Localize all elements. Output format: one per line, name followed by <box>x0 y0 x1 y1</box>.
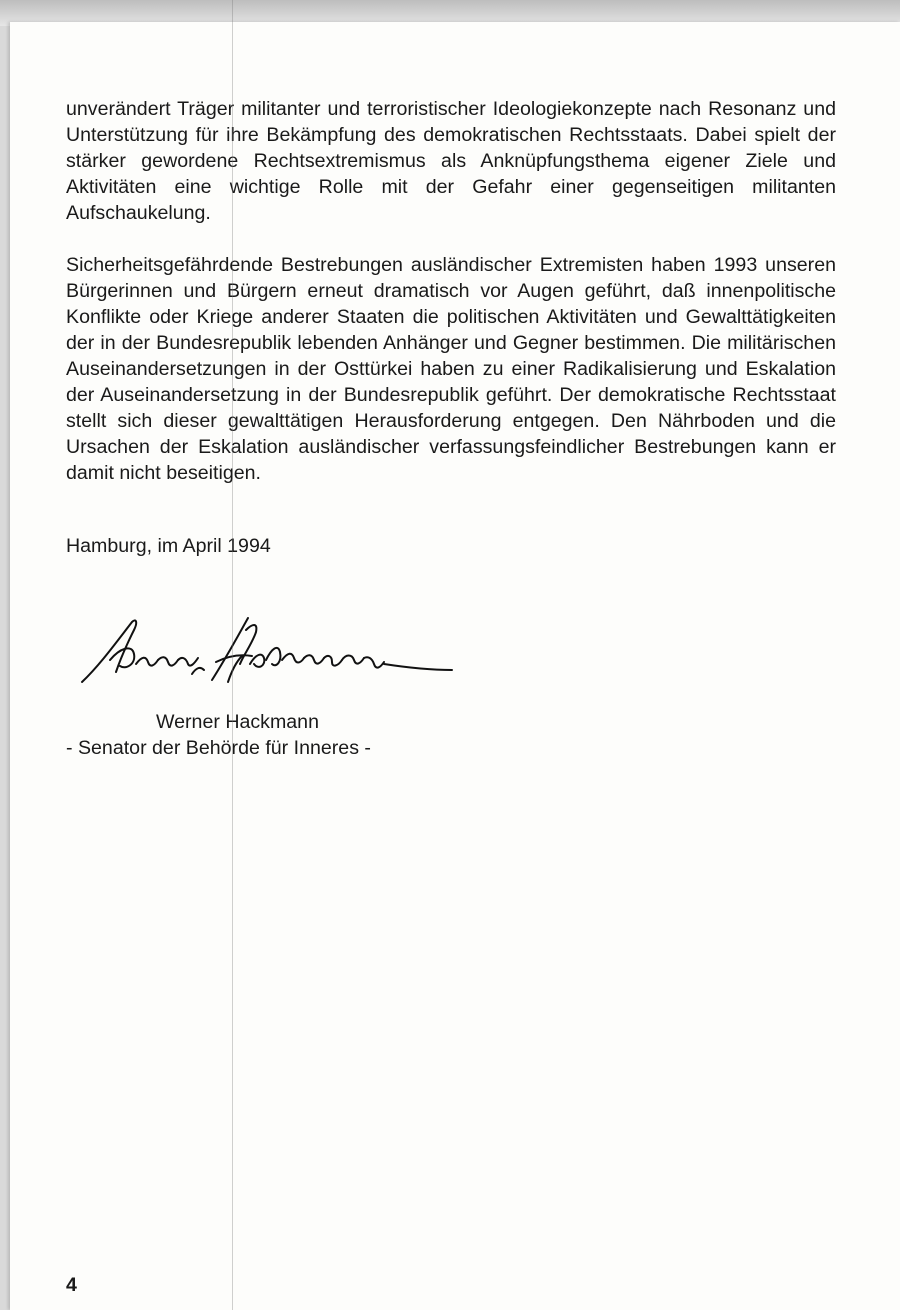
place-date: Hamburg, im April 1994 <box>66 535 271 557</box>
page-number: 4 <box>66 1274 77 1296</box>
signer-title: - Senator der Behörde für Inneres - <box>66 737 371 759</box>
paragraph-2: Sicherheitsgefährdende Bestrebungen ausländischer Extremisten haben 1993 unseren Bürgerinnen und Bürgern erneut dramatisch vor Augen geführt, daß innenpolitische Konflikte oder Kriege anderer Staaten die politischen Aktivitäten und Gewalttätigkeiten der in der Bundesrepublik lebenden Anhänger und Gegner bestimmen. Die militärischen Auseinandersetzungen in der Osttürkei haben zu einer Radikalisierung und Eskalation der Auseinandersetzung in der Bundesrepublik geführt. Der demokratische Rechtsstaat stellt sich dieser gewalttätigen Herausforderung entgegen. Den Nährboden und die Ursachen der Eskalation ausländischer verfassungsfeindlicher Bestrebungen kann er damit nicht beseitigen. <box>66 254 836 484</box>
signer-name: Werner Hackmann <box>156 711 319 733</box>
scan-artifact-line <box>232 0 233 1310</box>
paragraph-1: unverändert Träger militanter und terroristischer Ideologiekonzepte nach Resonanz und Unterstützung für ihre Bekämpfung des demokratischen Rechtsstaats. Dabei spielt der stärker gewordene Rechtsextremismus als Anknüpfungsthema eigener Ziele und Aktivitäten eine wichtige Rolle mit der Gefahr einer gegenseitigen militanten Aufschaukelung. <box>66 98 836 224</box>
handwritten-signature <box>80 610 460 696</box>
